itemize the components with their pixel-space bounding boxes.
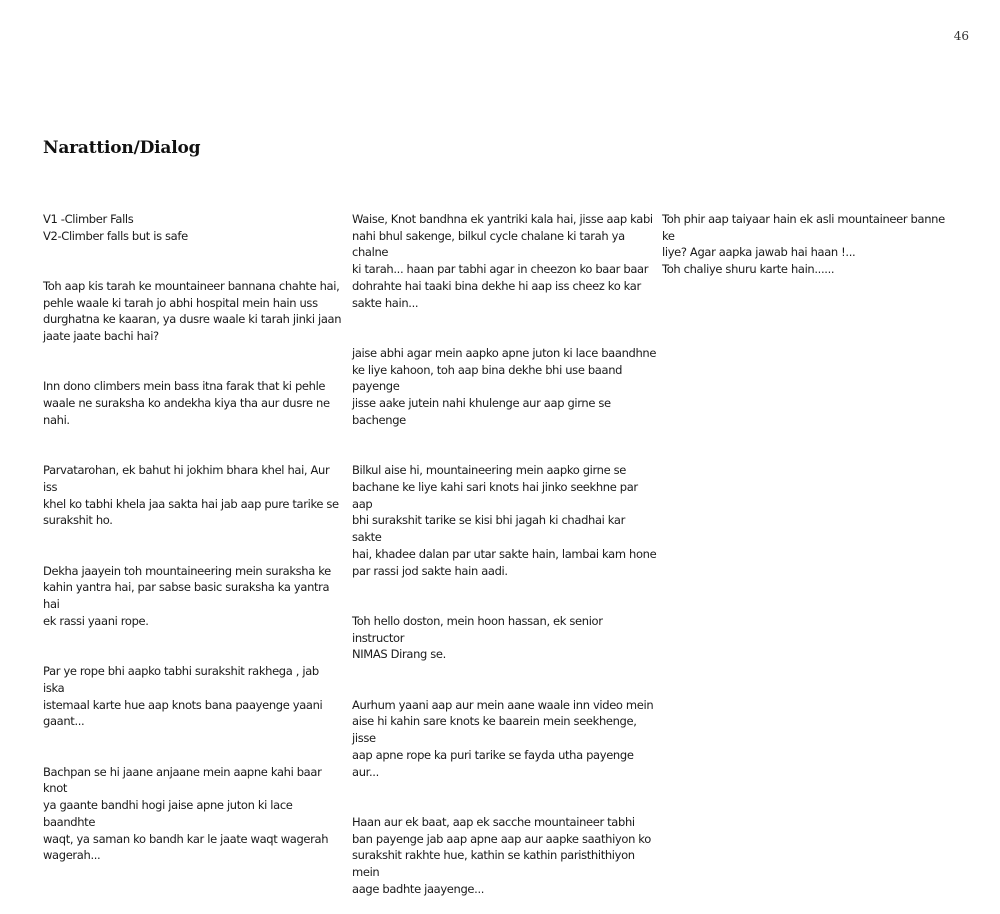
paragraph: Haan aur ek baat, aap ek sacche mountaineer tabhi ban payenge jab aap apne aap aur aapke saathiyon ko surakshit rakhte hue, kathin se kathin paristhithiyon mein aage badhte jaayenge...	[352, 814, 651, 896]
text-column-1	[43, 194, 343, 881]
paragraph: Inn dono climbers mein bass itna farak that ki pehle waale ne suraksha ko andekha kiya tha aur dusre ne nahi.	[43, 379, 330, 427]
paragraph: Parvatarohan, ek bahut hi jokhim bhara khel hai, Aur iss khel ko tabhi khela jaa sakta hai jab aap pure tarike se surakshit ho.	[43, 463, 339, 528]
text-column-2	[352, 194, 657, 914]
paragraph: Toh aap kis tarah ke mountaineer bannana chahte hai, pehle waale ki tarah jo abhi hospital mein hain uss durghatna ke kaaran, ya dusre waale ki tarah jinki jaan jaate jaate bachi hai?	[43, 278, 342, 343]
paragraph: Waise, Knot bandhna ek yantriki kala hai, jisse aap kabi nahi bhul sakenge, bilkul cycle chalane ki tarah ya chalne ki tarah... haan par tabhi agar in cheezon ko baar baar dohrahte hai taaki bina dekhe hi aap iss cheez ko kar sakte hain...	[352, 211, 653, 310]
paragraph: Aurhum yaani aap aur mein aane waale inn video mein aise hi kahin sare knots ke baarein mein seekhenge, jisse aap apne rope ka puri tarike se fayda utha payenge aur...	[352, 697, 654, 779]
page-title: Narattion/Dialog	[43, 138, 201, 158]
paragraph: jaise abhi agar mein aapko apne juton ki lace baandhne ke liye kahoon, toh aap bina dekhe bhi use baand payenge jisse aake jutein nahi khulenge aur aap girne se bachenge	[352, 345, 657, 427]
paragraph: Par ye rope bhi aapko tabhi surakshit rakhega , jab iska istemaal karte hue aap knots bana paayenge yaani gaant...	[43, 664, 323, 729]
paragraph: Bilkul aise hi, mountaineering mein aapko girne se bachane ke liye kahi sari knots hai jinko seekhne par aap bhi surakshit tarike se kisi bhi jagah ki chadhai kar sakte hai, khadee dalan par utar sakte hain, lambai kam hone par rassi jod sakte hain aadi.	[352, 463, 657, 578]
paragraph: Toh hello doston, mein hoon hassan, ek senior instructor NIMAS Dirang se.	[352, 613, 603, 662]
paragraph: Toh phir aap taiyaar hain ek asli mountaineer banne ke liye? Agar aapka jawab hai haan !... Toh chaliye shuru karte hain......	[662, 211, 945, 276]
page-number: 46	[953, 29, 969, 43]
paragraph: Bachpan se hi jaane anjaane mein aapne kahi baar knot ya gaante bandhi hogi jaise apne juton ki lace baandhte waqt, ya saman ko bandh kar le jaate waqt wagerah wagerah...	[43, 764, 329, 863]
paragraph: Dekha jaayein toh mountaineering mein suraksha ke kahin yantra hai, par sabse basic suraksha ka yantra hai ek rassi yaani rope.	[43, 563, 331, 628]
paragraph: V1 -Climber Falls V2-Climber falls but is safe	[43, 211, 188, 243]
text-column-3	[662, 194, 952, 295]
